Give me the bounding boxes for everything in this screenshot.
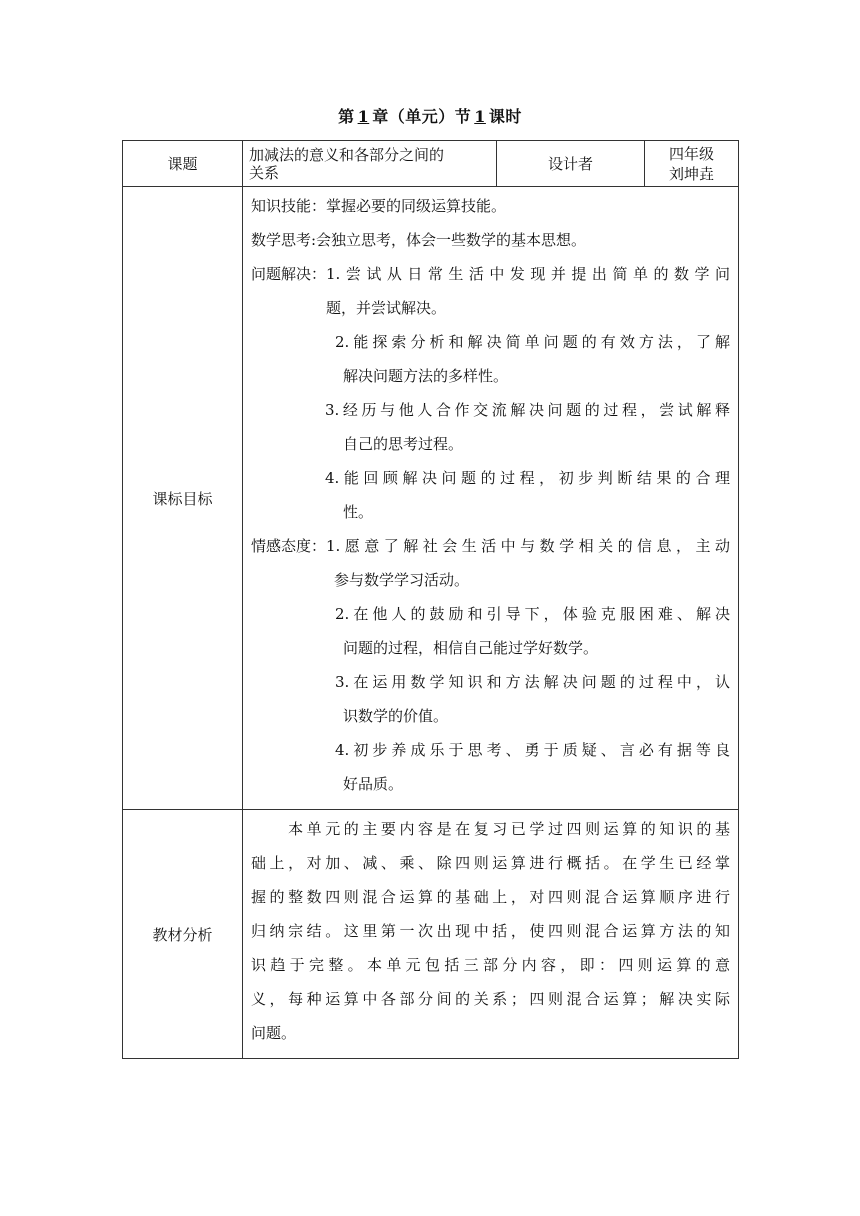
problem-solving-section: [251, 257, 730, 325]
topic-value: [243, 141, 497, 187]
emotion-attitude-section: [251, 529, 730, 597]
goals-label: 课标目标: [123, 187, 243, 810]
knowledge-skill-text: 知识技能：掌握必要的同级运算技能。: [251, 197, 507, 215]
designer-line: 刘坤垚: [668, 164, 714, 183]
designer-label: 设计者: [497, 141, 645, 187]
designer-line: 四年级: [668, 144, 714, 163]
analysis-line: 握的整数四则混合运算的基础上，对四则混合运算顺序进行: [251, 888, 730, 906]
math-thinking-text: 数学思考:会独立思考，体会一些数学的基本思想。: [251, 231, 587, 249]
analysis-line: 础上，对加、减、乘、除四则运算进行概括。在学生已经掌: [251, 854, 730, 872]
analysis-line: 识趋于完整。本单元包括三部分内容，即：四则运算的意: [251, 956, 730, 974]
list-item: 2.能探索分析和解决简单问题的有效方法，了解 解决问题方法的多样性。: [335, 333, 730, 385]
topic-label: 课题: [123, 141, 243, 187]
topic-line: 加减法的意义和各部分之间的: [249, 145, 445, 164]
lesson-number: 1: [474, 107, 486, 126]
analysis-line: 义，每种运算中各部分间的关系；四则混合运算；解决实际: [251, 990, 730, 1008]
list-item: 3.在运用数学知识和方法解决问题的过程中，认 识数学的价值。: [335, 673, 730, 725]
problem-solving-heading: 问题解决：: [251, 265, 327, 283]
list-item: 4.能回顾解决问题的过程，初步判断结果的合理 性。: [325, 469, 730, 521]
title-middle: 章（单元）节: [372, 107, 472, 126]
analysis-label: 教材分析: [123, 810, 243, 1059]
list-item: 4.初步养成乐于思考、勇于质疑、言必有据等良 好品质。: [335, 741, 730, 793]
goals-content: [243, 187, 739, 810]
header-row: [123, 141, 739, 187]
lesson-plan-table: [122, 140, 739, 1059]
analysis-line: 本单元的主要内容是在复习已学过四则运算的知识的基: [251, 820, 730, 838]
designer-value: [645, 141, 739, 187]
goals-row: [123, 187, 739, 810]
title-suffix: 课时: [488, 107, 522, 126]
analysis-row: [123, 810, 739, 1059]
page-title: [0, 104, 860, 127]
analysis-content: [243, 810, 739, 1059]
list-item: 1.尝试从日常生活中发现并提出简单的数学问 题，并尝试解决。: [326, 265, 730, 317]
emotion-attitude-heading: 情感态度：: [251, 537, 327, 555]
list-item: 1.愿意了解社会生活中与数学相关的信息，主动 参与数学学习活动。: [326, 537, 730, 589]
title-prefix: 第: [338, 107, 355, 126]
list-item: 2.在他人的鼓励和引导下，体验克服困难、解决 问题的过程，相信自己能过学好数学。: [335, 605, 730, 657]
chapter-number: 1: [357, 107, 370, 126]
analysis-line: 归纳宗结。这里第一次出现中括，使四则混合运算方法的知: [251, 922, 730, 940]
analysis-line: 问题。: [251, 1024, 297, 1042]
topic-line: 关系: [249, 163, 280, 182]
list-item: 3.经历与他人合作交流解决问题的过程，尝试解释 自己的思考过程。: [325, 401, 730, 453]
